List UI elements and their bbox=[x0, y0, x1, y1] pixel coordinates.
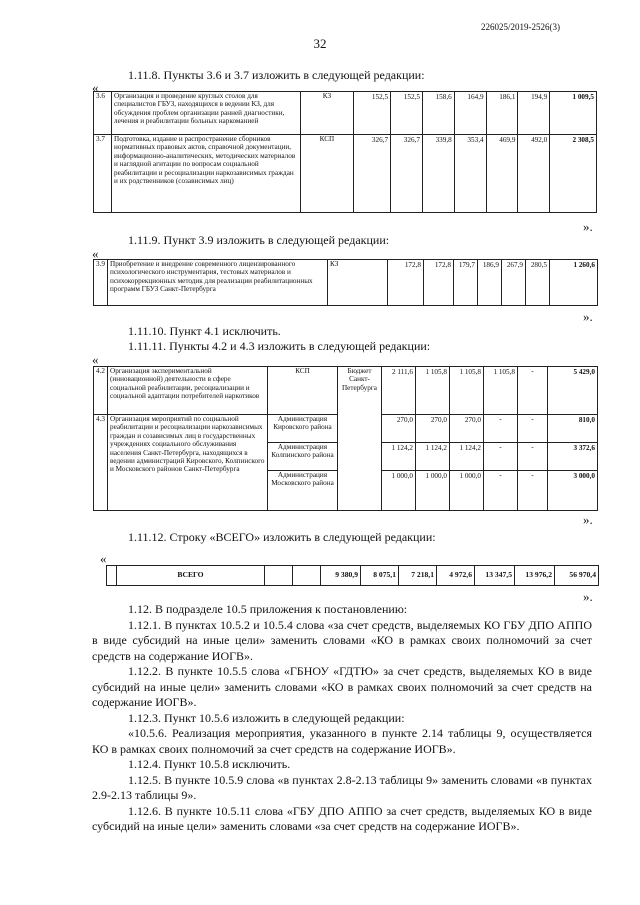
row-number: 3.6 bbox=[94, 92, 112, 135]
value-cell: 1 105,8 bbox=[484, 367, 518, 415]
table-1118 bbox=[93, 91, 597, 213]
row-org: КЗ bbox=[300, 92, 353, 135]
value-cell: - bbox=[484, 415, 518, 443]
row-number: 4.3 bbox=[94, 415, 108, 511]
value-cell: - bbox=[484, 471, 518, 511]
value-cell: 1 124,2 bbox=[416, 443, 450, 471]
value-cell: 492,0 bbox=[518, 135, 550, 213]
paragraph: 1.12.6. В пункте 10.5.11 слова «ГБУ ДПО АППО за счет средств, выделяемых КО в виде субсидий на иные цели» заменить словами «за счет средств на содержание ИОГВ». bbox=[92, 803, 592, 833]
section-11110: 1.11.10. Пункт 4.1 исключить. bbox=[128, 324, 281, 338]
total-cell: 3 372,6 bbox=[548, 443, 598, 471]
table-1119 bbox=[93, 259, 598, 306]
close-quote: ». bbox=[583, 589, 593, 604]
total-cell: 56 970,4 bbox=[555, 566, 599, 586]
paragraph: 1.12.5. В пункте 10.5.9 слова «в пунктах 2.8-2.13 таблицы 9» заменить словами «в пунктах 2.9-2.13 таблицы 9». bbox=[92, 772, 592, 802]
value-cell: 164,9 bbox=[454, 92, 486, 135]
value-cell: - bbox=[484, 443, 518, 471]
value-cell: 1 000,0 bbox=[382, 471, 416, 511]
value-cell: 1 124,2 bbox=[450, 443, 484, 471]
value-cell: 1 000,0 bbox=[416, 471, 450, 511]
close-quote: ». bbox=[583, 512, 593, 527]
value-cell: 13 976,2 bbox=[515, 566, 555, 586]
value-cell: 186,9 bbox=[478, 260, 502, 306]
row-text: Организация мероприятий по социальной реабилитации и ресоциализации наркозависимых граждан и созависимых лиц в государственных учреждениях социального обслуживания населения Санкт-Петербурга, находящихся в ведении администраций Кировского, Колпинского и Московского районов Санкт-Петербурга bbox=[108, 415, 268, 511]
section-11111-intro: 1.11.11. Пункты 4.2 и 4.3 изложить в следующей редакции: bbox=[128, 339, 431, 353]
value-cell: 172,8 bbox=[388, 260, 424, 306]
paragraph: 1.12.4. Пункт 10.5.8 исключить. bbox=[128, 757, 291, 771]
table-row bbox=[94, 135, 597, 213]
row-text: Организация экспериментальной (инновационной) деятельности в сфере социальной реабилитации, ресоциализации и социальной адаптации потребителей наркотиков bbox=[108, 367, 268, 415]
total-cell: 2 308,5 bbox=[550, 135, 597, 213]
value-cell: 13 347,5 bbox=[475, 566, 515, 586]
funding-source: Бюджет Санкт-Петербурга bbox=[338, 367, 382, 511]
value-cell: 1 000,0 bbox=[450, 471, 484, 511]
value-cell: 4 972,6 bbox=[437, 566, 475, 586]
value-cell: 339,8 bbox=[422, 135, 454, 213]
table-11111 bbox=[93, 366, 598, 511]
row-number: 3.9 bbox=[94, 260, 108, 306]
open-quote: « bbox=[100, 551, 107, 566]
value-cell: 1 124,2 bbox=[382, 443, 416, 471]
value-cell: 469,9 bbox=[486, 135, 518, 213]
table-row bbox=[107, 566, 599, 586]
value-cell: 1 105,8 bbox=[416, 367, 450, 415]
value-cell: - bbox=[518, 443, 548, 471]
value-cell: 158,6 bbox=[422, 92, 454, 135]
paragraph: 1.12.2. В пункте 10.5.5 слова «ГБНОУ «ГДТЮ» за счет средств, выделяемых КО в виде субсидий на иные цели» заменить словами «КО в рамках своих полномочий за счет средств на содержание ИОГВ». bbox=[92, 664, 592, 709]
paragraph: 1.12.3. Пункт 10.5.6 изложить в следующей редакции: bbox=[128, 710, 405, 725]
row-org: Администрация Московского района bbox=[268, 471, 338, 511]
value-cell: 326,7 bbox=[391, 135, 423, 213]
row-org: Администрация Колпинского района bbox=[268, 443, 338, 471]
row-org: Администрация Кировского района bbox=[268, 415, 338, 443]
total-cell: 3 000,0 bbox=[548, 471, 598, 511]
section-11112-intro: 1.11.12. Строку «ВСЕГО» изложить в следующей редакции: bbox=[128, 530, 436, 544]
page-number: 32 bbox=[313, 36, 327, 51]
table-11112 bbox=[106, 565, 599, 586]
section-1119-intro: 1.11.9. Пункт 3.9 изложить в следующей редакции: bbox=[128, 233, 390, 247]
row-text: Организация и проведение круглых столов для специалистов ГБУЗ, находящихся в ведении КЗ, для обсуждения проблем организации ранней диагностики, лечения и реабилитации больных наркоманией bbox=[112, 92, 301, 135]
close-quote: ». bbox=[583, 309, 593, 324]
value-cell: 8 075,1 bbox=[361, 566, 399, 586]
value-cell: 194,9 bbox=[518, 92, 550, 135]
row-text: Подготовка, издание и распространение сборников нормативных правовых актов, справочной документации, информационно-аналитических, методических материалов и наглядной агитации по вопросам социальной реабилитации и ресоциализации наркозависимых граждан и их родственников (созависимых лиц) bbox=[112, 135, 301, 213]
value-cell: - bbox=[518, 367, 548, 415]
row-org: КСП bbox=[268, 367, 338, 415]
value-cell: 2 111,6 bbox=[382, 367, 416, 415]
paragraph: 1.12.1. В пунктах 10.5.2 и 10.5.4 слова «за счет средств, выделяемых КО ГБУ ДПО АППО в виде субсидий на иные цели» заменить словами «КО в рамках своих полномочий за счет средств на содержание ИОГВ». bbox=[92, 617, 592, 663]
row-org: КЗ bbox=[328, 260, 388, 306]
value-cell: 9 380,9 bbox=[321, 566, 361, 586]
value-cell: - bbox=[518, 415, 548, 443]
section-1118-intro: 1.11.8. Пункты 3.6 и 3.7 изложить в следующей редакции: bbox=[128, 68, 425, 82]
value-cell: 7 218,1 bbox=[399, 566, 437, 586]
value-cell: 186,1 bbox=[486, 92, 518, 135]
total-cell: 1 260,6 bbox=[550, 260, 598, 306]
table-row bbox=[94, 260, 598, 306]
value-cell: 326,7 bbox=[353, 135, 390, 213]
value-cell: 267,9 bbox=[502, 260, 526, 306]
total-cell: 1 009,5 bbox=[550, 92, 597, 135]
value-cell: 270,0 bbox=[450, 415, 484, 443]
open-quote: « bbox=[92, 80, 99, 95]
value-cell: 270,0 bbox=[416, 415, 450, 443]
paragraph: 1.12. В подразделе 10.5 приложения к постановлению: bbox=[128, 602, 408, 616]
total-cell: 810,0 bbox=[548, 415, 598, 443]
total-label: ВСЕГО bbox=[117, 566, 265, 586]
value-cell: 152,5 bbox=[353, 92, 390, 135]
table-row bbox=[94, 367, 598, 415]
value-cell: 179,7 bbox=[454, 260, 478, 306]
value-cell: 1 105,8 bbox=[450, 367, 484, 415]
paragraph: «10.5.6. Реализация мероприятия, указанного в пункте 2.14 таблицы 9, осуществляется КО в рамках своих полномочий за счет средств на содержание ИОГВ». bbox=[92, 726, 592, 756]
table-row bbox=[94, 92, 597, 135]
open-quote: « bbox=[92, 352, 99, 367]
value-cell: 172,8 bbox=[424, 260, 454, 306]
body-text bbox=[92, 602, 592, 835]
close-quote: ». bbox=[583, 219, 593, 234]
row-number: 3.7 bbox=[94, 135, 112, 213]
row-text: Приобретение и внедрение современного лицензированного психологического инструментария, тестовых материалов и психокоррекционных методик для реализации реабилитационных программ ГБУЗ Санкт-Петербурга bbox=[108, 260, 328, 306]
row-org: КСП bbox=[300, 135, 353, 213]
value-cell: 280,5 bbox=[526, 260, 550, 306]
value-cell: 353,4 bbox=[454, 135, 486, 213]
open-quote: « bbox=[92, 246, 99, 261]
document-code: 226025/2019-2526(3) bbox=[481, 22, 560, 32]
value-cell: - bbox=[518, 471, 548, 511]
total-cell: 5 429,0 bbox=[548, 367, 598, 415]
value-cell: 152,5 bbox=[391, 92, 423, 135]
row-number: 4.2 bbox=[94, 367, 108, 415]
value-cell: 270,0 bbox=[382, 415, 416, 443]
